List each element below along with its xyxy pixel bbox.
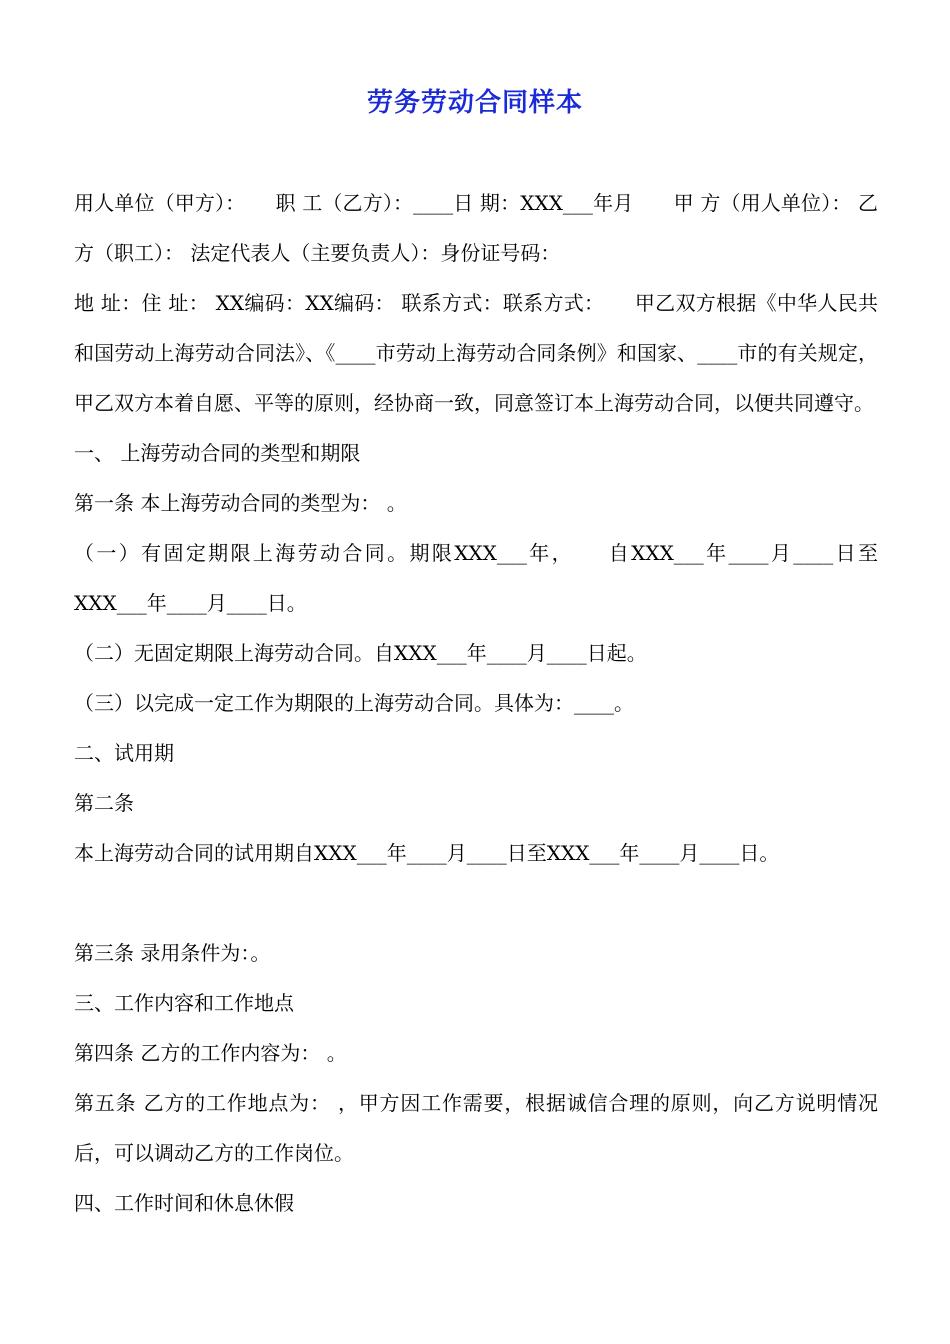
article-1-item-1: （一）有固定期限上海劳动合同。期限XXX___年， 自XXX___年____月____日至XXX___年____月____日。 (74, 541, 878, 615)
document-title: 劳务劳动合同样本 (366, 88, 583, 118)
section-heading-2: 二、试用期 (74, 741, 174, 765)
paragraph-preamble: 地 址：住 址： XX编码：XX编码： 联系方式：联系方式： 甲乙双方根据《中华人民共和国劳动上海劳动合同法》、《____市劳动上海劳动合同条例》和国家、____市的有关规定，甲乙双方本着自愿、平等的原则，经协商一致，同意签订本上海劳动合同，以便共同遵守。 (74, 291, 878, 415)
paragraph-parties: 用人单位（甲方）： 职 工（乙方）：____日 期：XXX___年月 甲 方（用人单位）： 乙方（职工）： 法定代表人（主要负责人）：身份证号码： (74, 191, 878, 265)
document-body (74, 178, 878, 1228)
article-5: 第五条 乙方的工作地点为： ，甲方因工作需要，根据诚信合理的原则，向乙方说明情况后，可以调动乙方的工作岗位。 (74, 1091, 878, 1165)
section-heading-3: 三、工作内容和工作地点 (74, 991, 294, 1015)
article-3: 第三条 录用条件为：。 (74, 941, 271, 965)
blank-line (74, 878, 878, 928)
article-2-body: 本上海劳动合同的试用期自XXX___年____月____日至XXX___年____月____日。 (74, 841, 780, 865)
article-1-item-2: （二）无固定期限上海劳动合同。自XXX___年____月____日起。 (74, 641, 647, 665)
article-2-heading: 第二条 (74, 791, 134, 815)
article-1: 第一条 本上海劳动合同的类型为： 。 (74, 491, 407, 515)
article-1-item-3: （三）以完成一定工作为期限的上海劳动合同。具体为：____。 (74, 691, 634, 715)
section-heading-1: 一、 上海劳动合同的类型和期限 (74, 441, 361, 465)
article-4: 第四条 乙方的工作内容为： 。 (74, 1041, 347, 1065)
section-heading-4: 四、工作时间和休息休假 (74, 1191, 294, 1215)
